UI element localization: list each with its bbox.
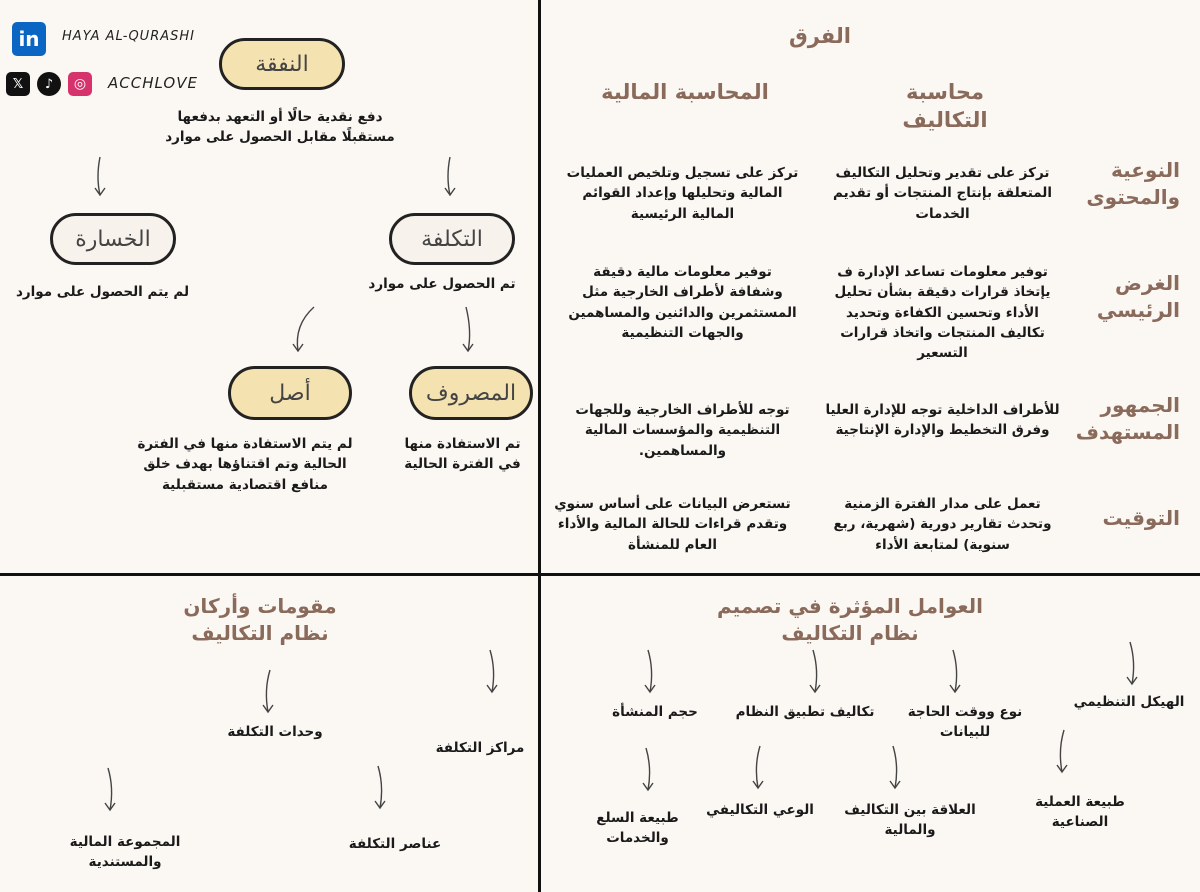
row-label-audience: الجمهور المستهدف: [1075, 393, 1180, 444]
components-title: مقومات وأركان نظام التكاليف: [183, 594, 337, 645]
factor-cost-finance-relation: العلاقة بين التكاليف والمالية: [844, 802, 976, 839]
factor-cost-awareness: الوعي التكاليفي: [706, 802, 814, 818]
loss-node: الخسارة: [50, 213, 176, 265]
arrow-expense-cost: [440, 155, 460, 199]
cost-content: تركز على تقدير وتحليل التكاليف المتعلقة بإنتاج المنتجات أو تقديم الخدمات: [833, 165, 1052, 222]
financial-purpose: توفير معلومات مالية دقيقة وشفافة لأطراف الخارجية مثل المستثمرين والدائنين والمساهمين والجهات التنظيمية: [568, 264, 797, 341]
linkedin-icon[interactable]: in: [12, 22, 46, 56]
arrow-factor-structure: [1122, 640, 1142, 688]
cost-desc: تم الحصول على موارد: [368, 276, 516, 292]
factor-implementation-cost: تكاليف تطبيق النظام: [735, 704, 875, 720]
column-header-financial: المحاسبة المالية: [601, 80, 769, 104]
factor-data-need: نوع ووقت الحاجة للبيانات: [907, 704, 1023, 741]
asset-desc: لم يتم الاستفادة منها في الفترة الحالية وتم اقتناؤها بهدف خلق منافع اقتصادية مستقبلية: [137, 436, 353, 493]
arrow-factor-data: [945, 648, 965, 696]
component-cost-elements: عناصر التكلفة: [348, 836, 442, 852]
factor-industrial-nature: طبيعة العملية الصناعية: [1035, 794, 1125, 831]
expenditure-desc: تم الاستفادة منها في الفترة الحالية: [404, 436, 521, 473]
component-cost-units: وحدات التكلفة: [227, 724, 323, 740]
expense-node: النفقة: [219, 38, 345, 90]
cost-purpose: توفير معلومات تساعد الإدارة ف يإتخاذ قرارات دقيقة بشأن تحليل الأداء وتحسين الكفاءة وتحديد تكاليف المنتجات واتخاذ قرارات التسعير: [834, 264, 1051, 361]
loss-desc: لم يتم الحصول على موارد: [15, 284, 190, 300]
expenditure-node: المصروف: [409, 366, 533, 420]
row-label-timing: التوقيت: [1102, 506, 1180, 530]
factors-title: العوامل المؤثرة في تصميم نظام التكاليف: [716, 594, 984, 645]
author-handle: ACCHLOVE: [108, 74, 198, 92]
asset-node: أصل: [228, 366, 352, 420]
factor-goods-services: طبيعة السلع والخدمات: [596, 810, 679, 847]
financial-content: تركز على تسجيل وتلخيص العمليات المالية وتحليلها وإعداد القوائم المالية الرئيسية: [566, 165, 799, 222]
arrow-cost-asset: [290, 305, 320, 355]
arrow-factor-size: [640, 648, 660, 696]
arrow-cost-units: [258, 668, 278, 716]
horizontal-divider: [0, 573, 1200, 576]
arrow-factor-industrial: [1052, 728, 1072, 776]
arrow-factor-awareness: [748, 744, 768, 792]
factor-org-structure: الهيكل التنظيمي: [1073, 694, 1185, 710]
arrow-factor-relation: [885, 744, 905, 792]
cost-timing: تعمل على مدار الفترة الزمنية وتحدث تقارير دورية (شهرية، ربع سنوية) لمتابعة الأداء: [833, 496, 1052, 553]
cost-audience: للأطراف الداخلية توجه للإدارة العليا وفرق التخطيط والإدارة الإنتاجية: [825, 402, 1060, 439]
cost-node: التكلفة: [389, 213, 515, 265]
row-label-content: النوعية والمحتوى: [1086, 158, 1180, 209]
arrow-expense-loss: [90, 155, 110, 199]
arrow-factor-goods: [638, 746, 658, 794]
financial-audience: توجه للأطراف الخارجية وللجهات التنظيمية والمؤسسات المالية والمساهمين.: [575, 402, 790, 459]
instagram-icon[interactable]: ◎: [68, 72, 92, 96]
arrow-cost-centers: [482, 648, 502, 696]
component-financial-group: المجموعة المالية والمستندية: [69, 834, 181, 871]
tiktok-icon[interactable]: ♪: [37, 72, 61, 96]
financial-timing: تستعرض البيانات على أساس سنوي وتقدم قراءات للحالة المالية والأداء العام للمنشأة: [554, 496, 791, 553]
arrow-financial-group: [100, 766, 120, 814]
comparison-title: الفرق: [788, 24, 852, 48]
arrow-factor-implementation: [805, 648, 825, 696]
x-icon[interactable]: 𝕏: [6, 72, 30, 96]
row-label-purpose: الغرض الرئيسي: [1096, 271, 1180, 322]
factor-firm-size: حجم المنشأة: [612, 704, 698, 720]
expense-desc: دفع نقدية حالًا أو التعهد بدفعها مستقبلًا مقابل الحصول على موارد: [165, 109, 395, 146]
column-header-cost: محاسبة التكاليف: [902, 80, 988, 133]
author-name: HAYA AL-QURASHI: [62, 29, 195, 44]
arrow-cost-elements: [370, 764, 390, 812]
component-cost-centers: مراكز التكلفة: [435, 740, 525, 756]
arrow-cost-expenditure: [458, 305, 478, 355]
